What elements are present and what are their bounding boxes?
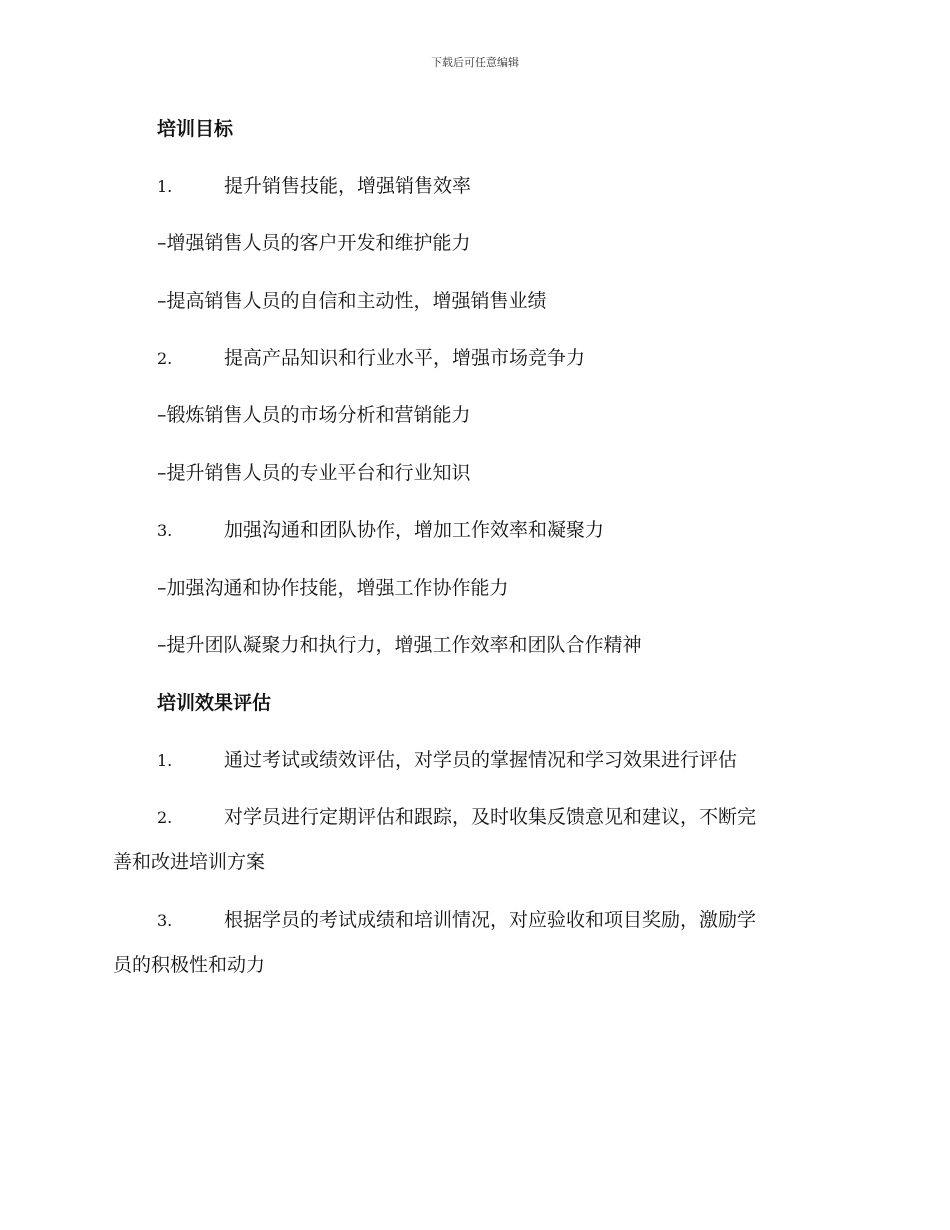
dash-item: –提高销售人员的自信和主动性，增强销售业绩 — [157, 290, 547, 312]
list-item-text: 对学员进行定期评估和跟踪，及时收集反馈意见和建议，不断完 — [224, 806, 757, 828]
dash-item: –增强销售人员的客户开发和维护能力 — [157, 232, 471, 254]
list-item-text: 提高产品知识和行业水平，增强市场竞争力 — [224, 347, 586, 369]
page-header: 下载后可任意编辑 — [431, 56, 519, 69]
list-item-continuation: 员的积极性和动力 — [113, 954, 266, 976]
dash-item: –提升销售人员的专业平台和行业知识 — [157, 462, 471, 484]
list-item-text: 通过考试或绩效评估，对学员的掌握情况和学习效果进行评估 — [224, 749, 738, 771]
dash-item: –提升团队凝聚力和执行力，增强工作效率和团队合作精神 — [157, 634, 642, 656]
list-number: 3. — [157, 521, 173, 540]
section-heading-training-goals: 培训目标 — [157, 118, 234, 140]
section-heading-evaluation: 培训效果评估 — [157, 692, 272, 714]
list-item-text: 加强沟通和团队协作，增加工作效率和凝聚力 — [224, 519, 605, 541]
dash-item: –锻炼销售人员的市场分析和营销能力 — [157, 404, 471, 426]
list-number: 1. — [157, 177, 173, 196]
list-number: 2. — [157, 808, 173, 827]
list-item-text: 根据学员的考试成绩和培训情况，对应验收和项目奖励，激励学 — [224, 909, 757, 931]
list-number: 1. — [157, 751, 173, 770]
list-item-continuation: 善和改进培训方案 — [113, 851, 266, 873]
list-number: 2. — [157, 349, 173, 368]
dash-item: –加强沟通和协作技能，增强工作协作能力 — [157, 577, 509, 599]
list-item-text: 提升销售技能，增强销售效率 — [224, 175, 472, 197]
list-number: 3. — [157, 911, 173, 930]
